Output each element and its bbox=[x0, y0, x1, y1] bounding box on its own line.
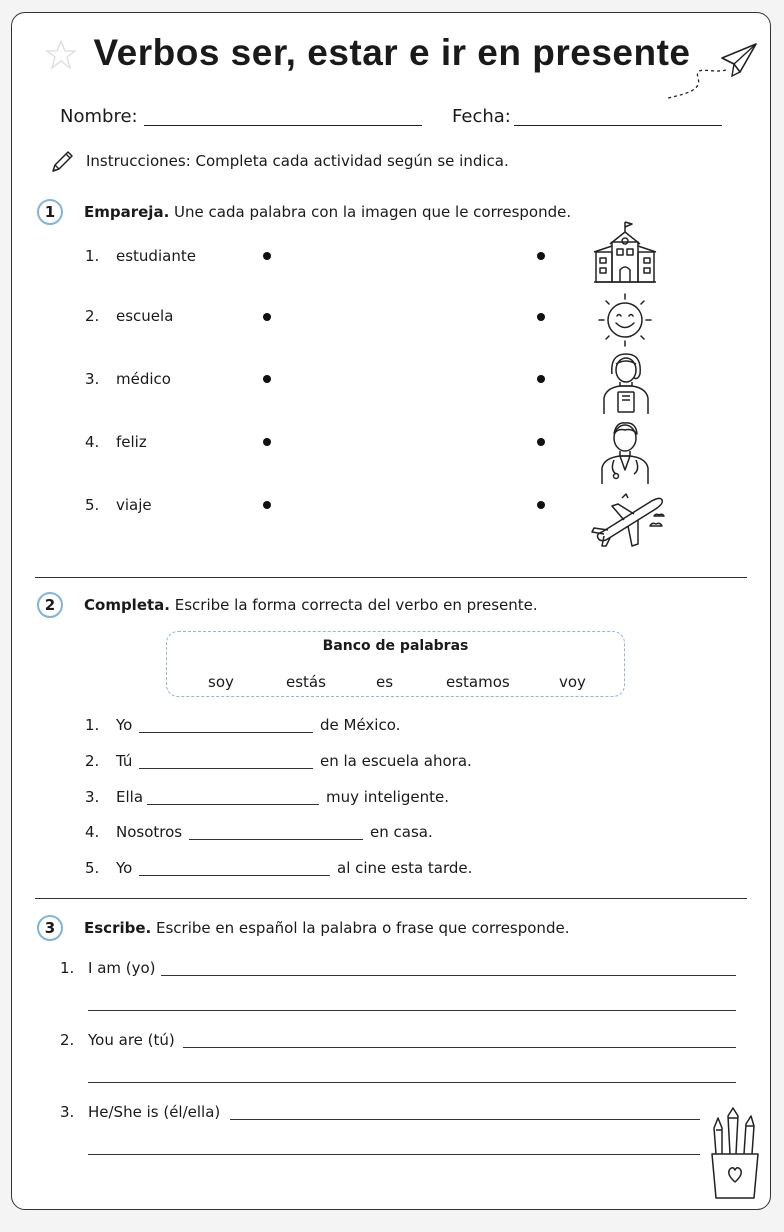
name-field[interactable] bbox=[144, 125, 422, 126]
section-number-1: 1 bbox=[37, 199, 63, 225]
match-dot-left[interactable] bbox=[263, 501, 271, 509]
section-number-2: 2 bbox=[37, 592, 63, 618]
write-item-prompt: I am (yo) bbox=[88, 959, 156, 977]
match-word: escuela bbox=[116, 307, 174, 325]
fill-item-number: 3. bbox=[85, 788, 100, 806]
school-icon bbox=[592, 220, 658, 286]
fill-item-rest: al cine esta tarde. bbox=[337, 859, 473, 877]
match-dot-left[interactable] bbox=[263, 438, 271, 446]
write-item-prompt: He/She is (él/ella) bbox=[88, 1103, 221, 1121]
fill-item-rest: de México. bbox=[320, 716, 401, 734]
fill-blank[interactable] bbox=[189, 839, 363, 840]
match-dot-right[interactable] bbox=[537, 375, 545, 383]
fill-item-subject: Yo bbox=[116, 716, 133, 734]
page-title: Verbos ser, estar e ir en presente bbox=[93, 32, 691, 73]
section-number-3: 3 bbox=[37, 915, 63, 941]
student-icon bbox=[598, 350, 654, 416]
fill-blank[interactable] bbox=[139, 875, 330, 876]
match-item-number: 2. bbox=[85, 307, 100, 325]
write-item-number: 1. bbox=[60, 959, 75, 977]
instructions-text: Instrucciones: Completa cada actividad según se indica. bbox=[86, 152, 509, 170]
match-item-number: 4. bbox=[85, 433, 100, 451]
fill-item-subject: Tú bbox=[116, 752, 133, 770]
doctor-icon bbox=[596, 418, 654, 486]
section3-heading: Escribe. Escribe en español la palabra o frase que corresponde. bbox=[84, 919, 570, 937]
match-dot-right[interactable] bbox=[537, 438, 545, 446]
date-label: Fecha: bbox=[452, 106, 511, 127]
paper-plane-icon bbox=[664, 40, 760, 104]
word-bank-word: voy bbox=[559, 673, 586, 691]
match-word: médico bbox=[116, 370, 171, 388]
fill-item-number: 1. bbox=[85, 716, 100, 734]
answer-line[interactable] bbox=[183, 1047, 736, 1048]
fill-blank[interactable] bbox=[139, 732, 313, 733]
section2-heading: Completa. Escribe la forma correcta del verbo en presente. bbox=[84, 596, 538, 614]
match-dot-right[interactable] bbox=[537, 501, 545, 509]
answer-line[interactable] bbox=[161, 975, 736, 976]
match-dot-right[interactable] bbox=[537, 313, 545, 321]
word-bank-word: estamos bbox=[446, 673, 510, 691]
write-item-number: 3. bbox=[60, 1103, 75, 1121]
match-dot-left[interactable] bbox=[263, 252, 271, 260]
airplane-icon bbox=[588, 490, 668, 552]
word-bank-title: Banco de palabras bbox=[322, 638, 469, 654]
write-item-number: 2. bbox=[60, 1031, 75, 1049]
match-word: feliz bbox=[116, 433, 147, 451]
fill-item-subject: Nosotros bbox=[116, 823, 183, 841]
name-label: Nombre: bbox=[60, 106, 138, 127]
match-dot-left[interactable] bbox=[263, 375, 271, 383]
word-bank-word: estás bbox=[286, 673, 326, 691]
match-item-number: 5. bbox=[85, 496, 100, 514]
match-item-number: 3. bbox=[85, 370, 100, 388]
match-item-number: 1. bbox=[85, 247, 100, 265]
answer-line[interactable] bbox=[88, 1010, 736, 1011]
answer-line[interactable] bbox=[88, 1082, 736, 1083]
fill-blank[interactable] bbox=[147, 804, 319, 805]
fill-item-rest: en la escuela ahora. bbox=[320, 752, 472, 770]
word-bank-word: es bbox=[376, 673, 394, 691]
fill-item-number: 5. bbox=[85, 859, 100, 877]
match-dot-left[interactable] bbox=[263, 313, 271, 321]
pencil-cup-icon bbox=[704, 1106, 766, 1202]
date-field[interactable] bbox=[514, 125, 722, 126]
match-dot-right[interactable] bbox=[537, 252, 545, 260]
fill-item-rest: en casa. bbox=[370, 823, 433, 841]
fill-item-rest: muy inteligente. bbox=[326, 788, 450, 806]
answer-line[interactable] bbox=[88, 1154, 700, 1155]
section-divider bbox=[35, 577, 747, 578]
match-word: viaje bbox=[116, 496, 152, 514]
fill-item-subject: Ella bbox=[116, 788, 144, 806]
sun-icon bbox=[592, 290, 658, 350]
word-bank-word: soy bbox=[208, 673, 234, 691]
write-item-prompt: You are (tú) bbox=[88, 1031, 175, 1049]
fill-blank[interactable] bbox=[139, 768, 313, 769]
fill-item-number: 2. bbox=[85, 752, 100, 770]
section1-heading: Empareja. Une cada palabra con la imagen que le corresponde. bbox=[84, 203, 572, 221]
fill-item-number: 4. bbox=[85, 823, 100, 841]
answer-line[interactable] bbox=[230, 1119, 700, 1120]
match-word: estudiante bbox=[116, 247, 196, 265]
pencil-icon bbox=[48, 148, 76, 176]
section-divider bbox=[35, 898, 747, 899]
fill-item-subject: Yo bbox=[116, 859, 133, 877]
